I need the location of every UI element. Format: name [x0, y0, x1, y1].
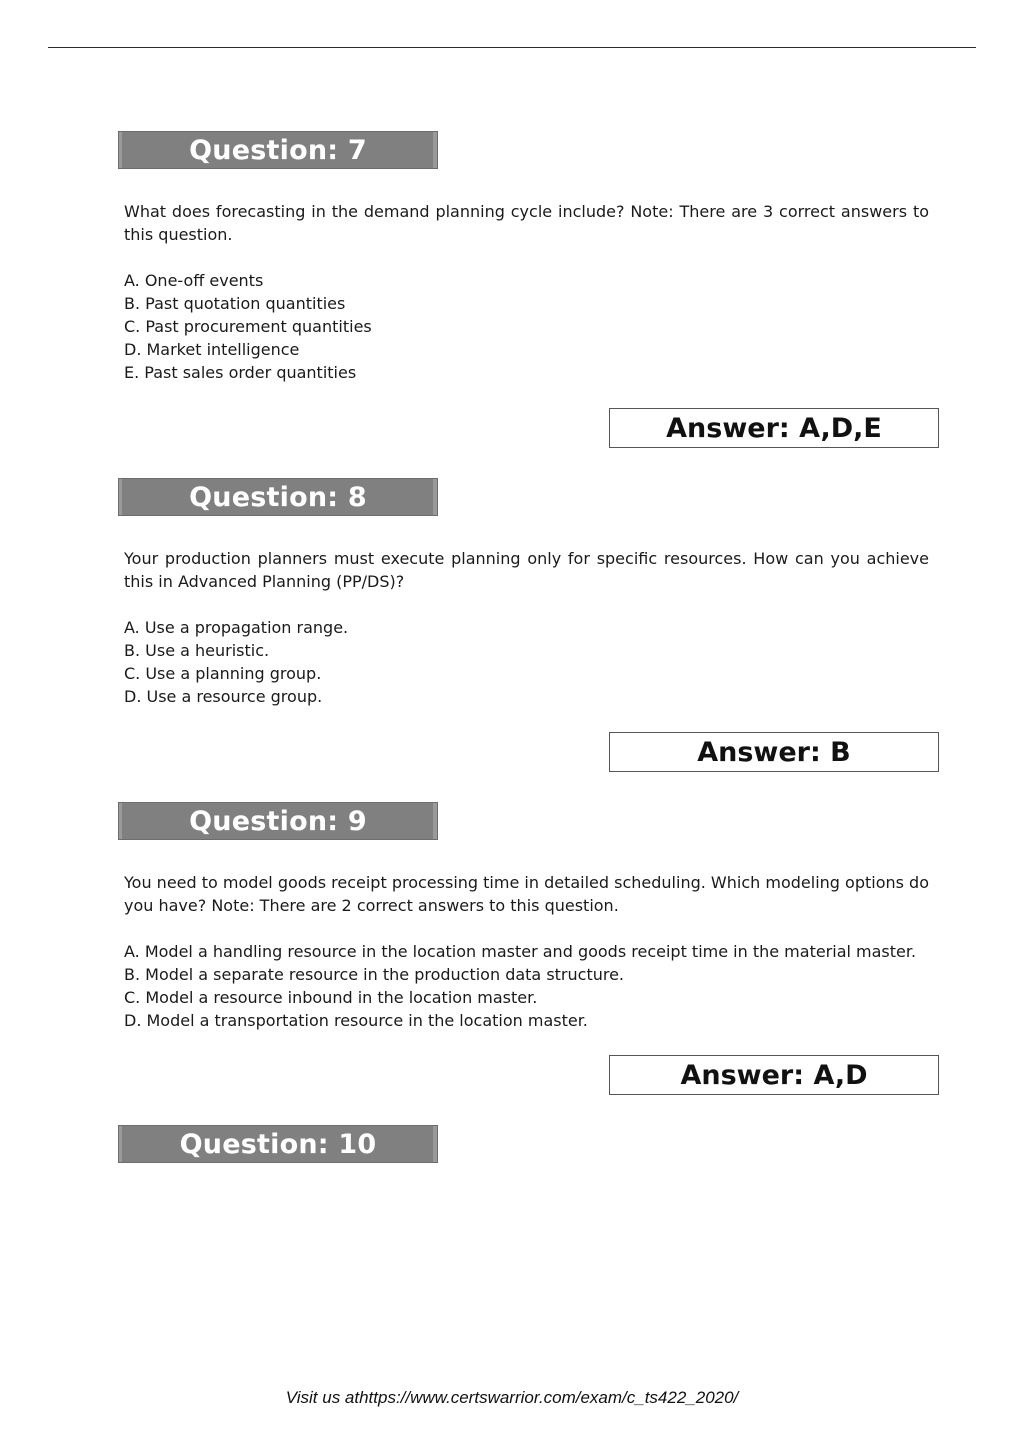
- question-7-header: [118, 131, 438, 169]
- option-a: A. Model a handling resource in the location master and goods receipt time in the material master.: [124, 942, 917, 961]
- question-9-title: Question: 9: [189, 805, 367, 837]
- question-7-title: Question: 7: [189, 134, 367, 166]
- question-8-header: [118, 478, 438, 516]
- answer-text: Answer: A,D: [680, 1059, 868, 1091]
- option-d: D. Market intelligence: [124, 340, 300, 359]
- option-b: B. Use a heuristic.: [124, 641, 270, 660]
- question-9-text: You need to model goods receipt processing time in detailed scheduling. Which modeling options do you have? Note: There are 2 correct answers to this question.: [124, 873, 929, 915]
- option-a: A. One-off events: [124, 271, 264, 290]
- question-8-text: Your production planners must execute planning only for specific resources. How can you achieve this in Advanced Planning (PP/DS)?: [124, 549, 929, 591]
- option-c: C. Past procurement quantities: [124, 317, 372, 336]
- question-9-answer: [609, 1055, 939, 1095]
- question-7-options: [124, 269, 929, 384]
- top-rule: [48, 47, 976, 48]
- option-b: B. Model a separate resource in the production data structure.: [124, 965, 625, 984]
- answer-text: Answer: A,D,E: [666, 412, 882, 444]
- option-c: C. Use a planning group.: [124, 664, 322, 683]
- question-7-answer: [609, 408, 939, 448]
- option-b: B. Past quotation quantities: [124, 294, 346, 313]
- option-d: D. Use a resource group.: [124, 687, 323, 706]
- question-8-title: Question: 8: [189, 481, 367, 513]
- question-7-text: What does forecasting in the demand planning cycle include? Note: There are 3 correct answers to this question.: [124, 202, 929, 244]
- question-10-header: [118, 1125, 438, 1163]
- footer-link-text[interactable]: Visit us athttps://www.certswarrior.com/exam/c_ts422_2020/: [285, 1388, 739, 1407]
- question-8-options: [124, 616, 929, 708]
- option-c: C. Model a resource inbound in the location master.: [124, 988, 538, 1007]
- option-e: E. Past sales order quantities: [124, 363, 357, 382]
- question-9-header: [118, 802, 438, 840]
- question-8-answer: [609, 732, 939, 772]
- answer-text: Answer: B: [697, 736, 851, 768]
- option-d: D. Model a transportation resource in the location master.: [124, 1011, 588, 1030]
- question-9-options: [124, 940, 929, 1032]
- question-10-title: Question: 10: [179, 1128, 377, 1160]
- option-a: A. Use a propagation range.: [124, 618, 349, 637]
